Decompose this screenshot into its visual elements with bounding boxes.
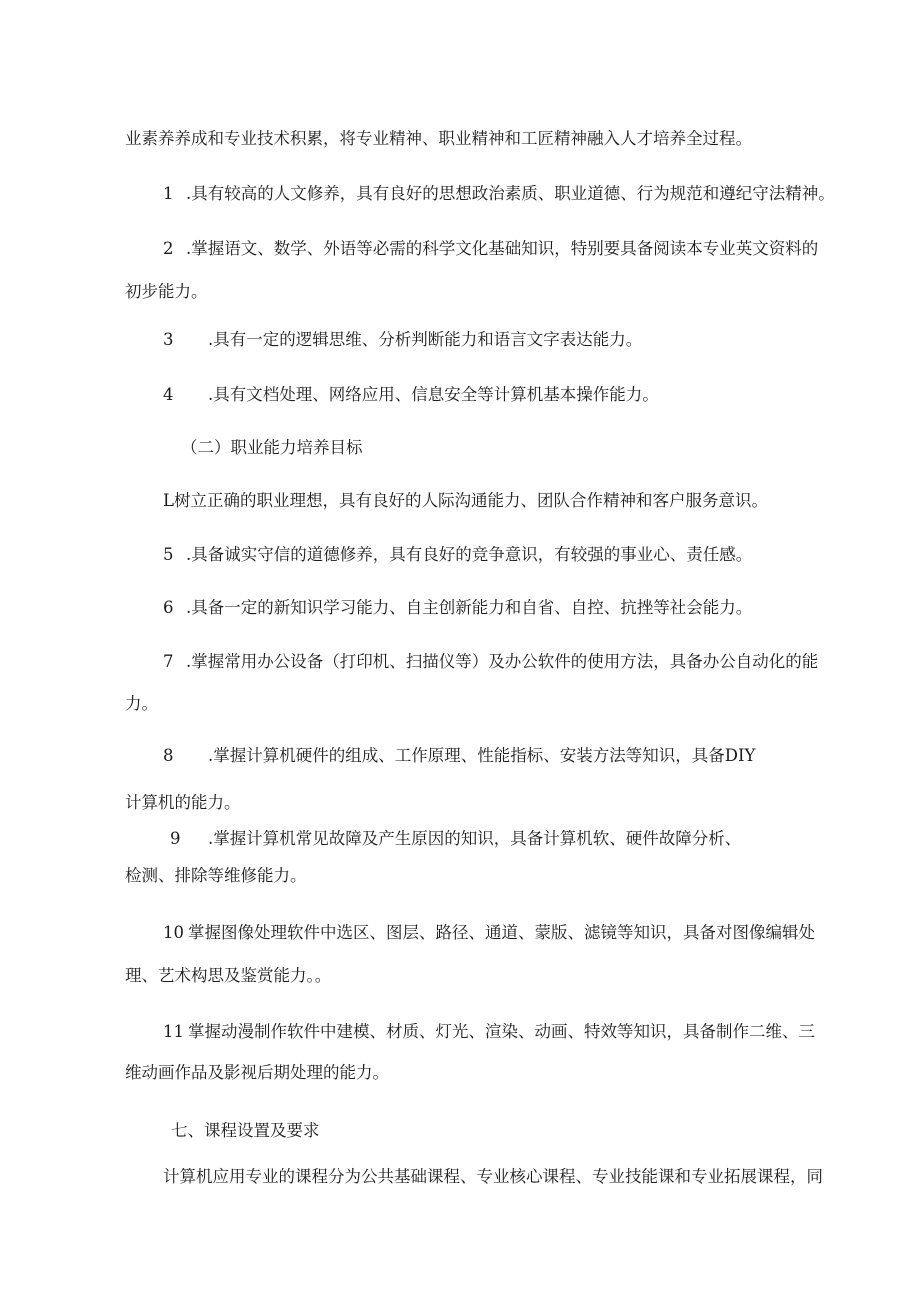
item-text: .具有文档处理、网络应用、信息安全等计算机基本操作能力。 xyxy=(208,385,659,404)
item-continuation: 检测、排除等维修能力。 xyxy=(125,866,307,885)
item-text: 掌握动漫制作软件中建模、材质、灯光、渲染、动画、特效等知识，具备制作二维、三 xyxy=(188,1022,815,1041)
item-text: .掌握计算机常见故障及产生原因的知识，具备计算机软、硬件故障分析、 xyxy=(208,829,742,848)
item-number: 6 xyxy=(163,598,174,617)
paragraph-closing: 计算机应用专业的课程分为公共基础课程、专业核心课程、专业技能课和专业拓展课程，同 xyxy=(163,1167,823,1186)
item-continuation: 力。 xyxy=(125,694,158,713)
section-heading: （二）职业能力培养目标 xyxy=(181,438,363,457)
item-continuation: 计算机的能力。 xyxy=(125,793,241,812)
item-text: .掌握语文、数学、外语等必需的科学文化基础知识，特别要具备阅读本专业英文资料的 xyxy=(186,239,819,258)
item-number: 10 xyxy=(163,923,184,942)
item-text: 掌握图像处理软件中选区、图层、路径、通道、蒙版、滤镜等知识，具备对图像编辑处 xyxy=(188,923,815,942)
item-number: 8 xyxy=(163,746,174,765)
item-text: .掌握常用办公设备（打印机、扫描仪等）及办公软件的使用方法，具备办公自动化的能 xyxy=(186,652,819,671)
item-continuation: 维动画作品及影视后期处理的能力。 xyxy=(125,1063,389,1082)
item-text: .具备诚实守信的道德修养，具有良好的竞争意识，有较强的事业心、责任感。 xyxy=(186,545,753,564)
item-number: 1 xyxy=(163,184,174,203)
item-text: .具备一定的新知识学习能力、自主创新能力和自省、自控、抗挫等社会能力。 xyxy=(186,598,753,617)
item-number: 4 xyxy=(163,385,174,404)
item-number: 7 xyxy=(163,652,174,671)
item-continuation: 初步能力。 xyxy=(125,282,208,301)
item-number: 9 xyxy=(170,829,181,848)
item-number: 11 xyxy=(163,1022,184,1041)
item-text: .掌握计算机硬件的组成、工作原理、性能指标、安装方法等知识，具备DIY xyxy=(208,746,756,765)
item-text: .具有较高的人文修养，具有良好的思想政治素质、职业道德、行为规范和遵纪守法精神。 xyxy=(186,184,835,203)
item-number: 5 xyxy=(163,545,174,564)
item-number: 2 xyxy=(163,239,174,258)
item-text: .具有一定的逻辑思维、分析判断能力和语言文字表达能力。 xyxy=(208,330,643,349)
item-continuation: 理、艺术构思及鉴赏能力。。 xyxy=(125,966,332,985)
paragraph-intro: 业素养养成和专业技术积累，将专业精神、职业精神和工匠精神融入人才培养全过程。 xyxy=(125,129,752,148)
section-heading: 七、课程设置及要求 xyxy=(171,1121,320,1140)
item-number: 3 xyxy=(163,330,174,349)
item-text: L树立正确的职业理想，具有良好的人际沟通能力、团队合作精神和客户服务意识。 xyxy=(163,491,768,510)
